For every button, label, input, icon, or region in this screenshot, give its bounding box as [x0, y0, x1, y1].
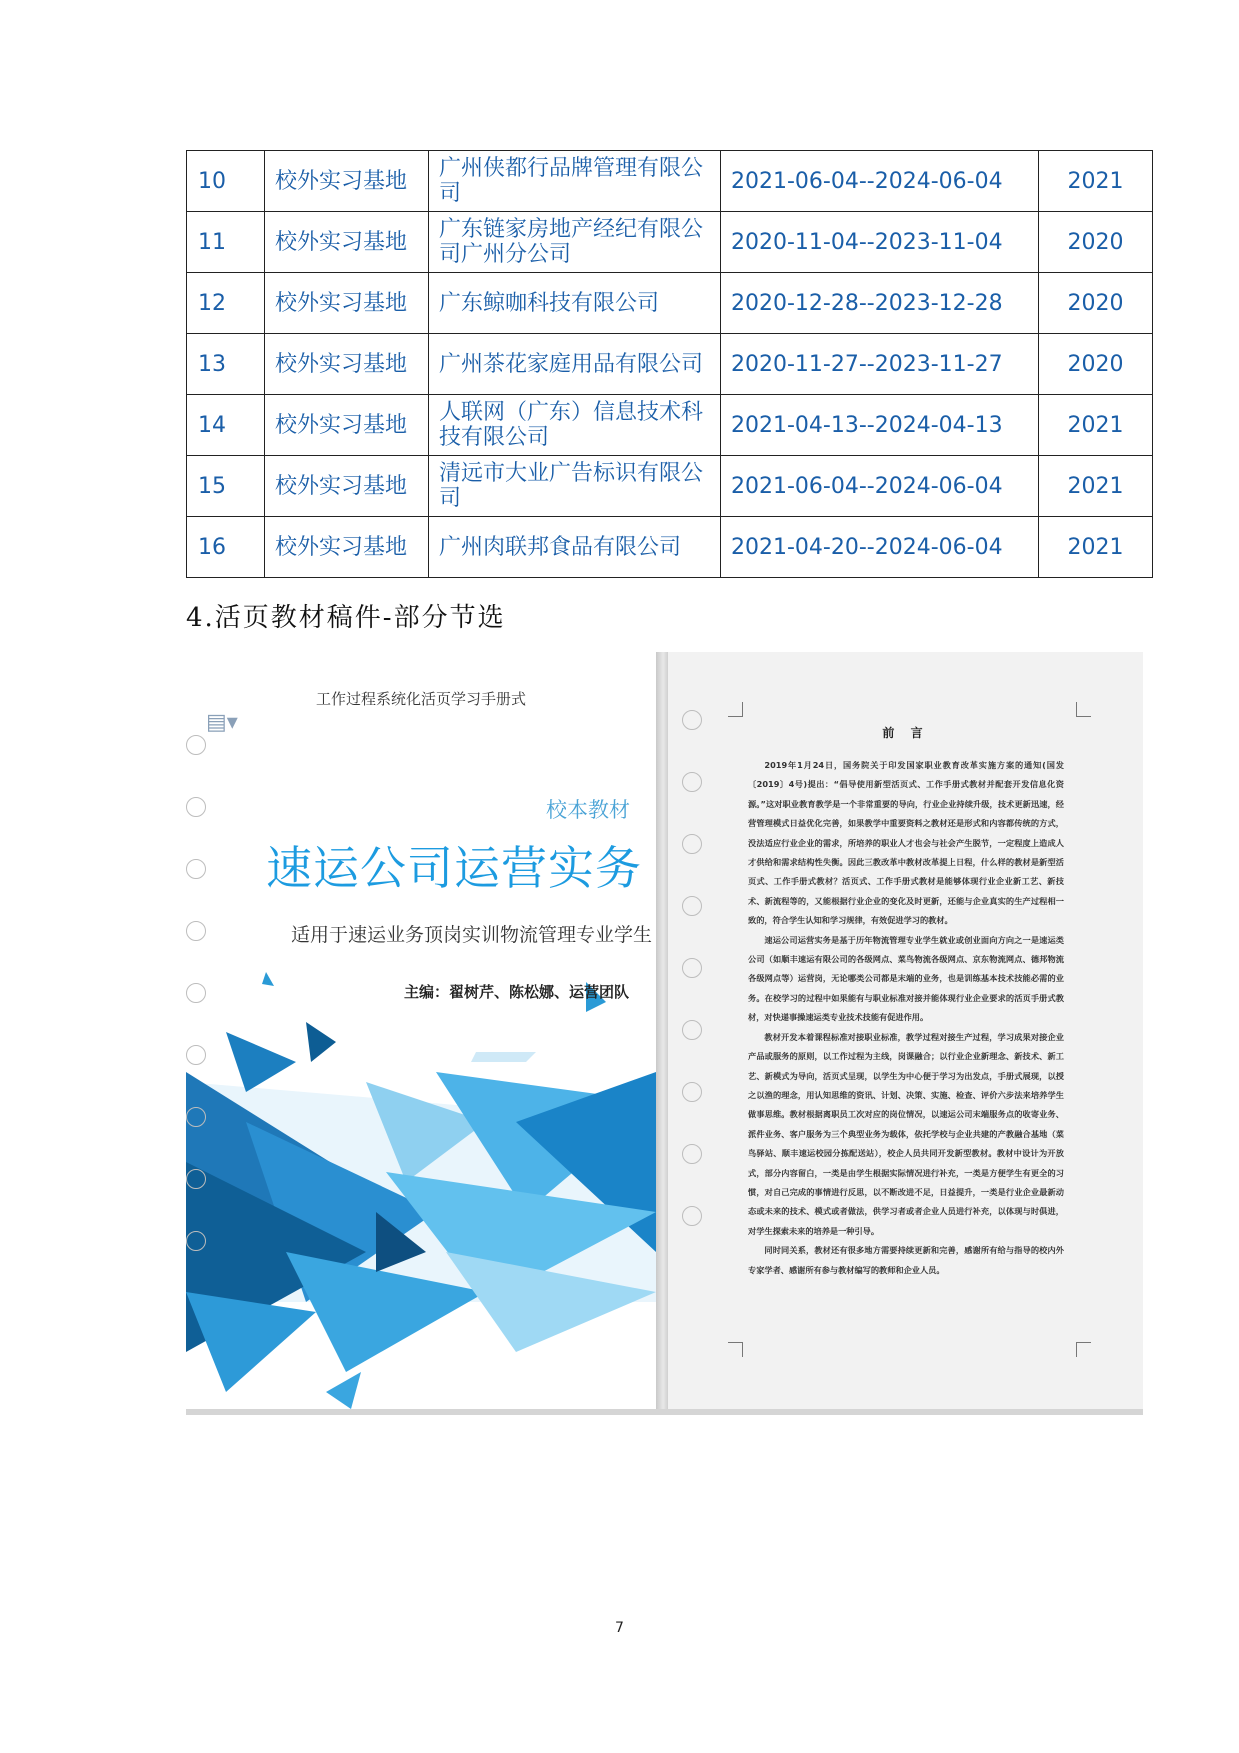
table-row	[187, 395, 1153, 456]
company-cell: 广州茶花家庭用品有限公司	[429, 334, 721, 395]
preface-title: 前 言	[882, 726, 929, 740]
year-cell: 2021	[1039, 517, 1153, 578]
preface-paragraph: 同时同关系，教材还有很多地方需要持续更新和完善，感谢所有给与指导的校内外专家学者、感谢所有参与教材编写的教师和企业人员。	[748, 1245, 1064, 1275]
period-cell: 2021-04-20--2024-06-04	[721, 517, 1039, 578]
binder-ring	[682, 896, 702, 916]
binder-ring	[682, 1206, 702, 1226]
binder-ring	[186, 797, 206, 817]
period-cell: 2020-12-28--2023-12-28	[721, 273, 1039, 334]
year-cell: 2020	[1039, 273, 1153, 334]
page-number: 7	[615, 1620, 624, 1636]
cover-title: 速运公司运营实务	[266, 841, 642, 895]
company-cell: 广州侠都行品牌管理有限公司	[429, 151, 721, 212]
crop-mark	[1076, 702, 1091, 717]
row-number-cell: 10	[187, 151, 265, 212]
row-number-cell: 15	[187, 456, 265, 517]
binder-ring	[682, 1144, 702, 1164]
preface-body	[748, 756, 1064, 1280]
company-cell: 清远市大业广告标识有限公司	[429, 456, 721, 517]
binder-ring	[186, 1107, 206, 1127]
binder-ring	[682, 834, 702, 854]
period-cell: 2021-06-04--2024-06-04	[721, 456, 1039, 517]
preface-paragraph: 教材开发本着课程标准对接职业标准，教学过程对接生产过程，学习成果对接企业产品或服务的原则，以工作过程为主线，岗课融合；以行业企业新理念、新技术、新工艺、新模式为导向，活页式呈现，以学生为中心便于学习为出发点，手册式展现，以授之以渔的理念，用认知思维的资讯、计划、决策、实施、检查、评价六步法来培养学生做事思维。教材根据离职员工次对应的岗位情况，以速运公司末端服务点的收寄业务、派件业务、客户服务为三个典型业务为载体，依托学校与企业共建的产教融合基地（菜鸟驿站、顺丰速运校园分拣配送站），校企人员共同开发新型教材。教材中设计为开放式，部分内容留白，一类是由学生根据实际情况进行补充，一类是方便学生有更全的习惯，对自己完成的事情进行反思，以不断改进不足，日益提升，一类是行业企业最新动态或未来的技术、模式或者做法，供学习者或者企业人员进行补充，以体现与时俱进，对学生探索未来的培养是一种引导。	[748, 1031, 1064, 1236]
base-type-cell: 校外实习基地	[265, 395, 429, 456]
company-cell: 广州肉联邦食品有限公司	[429, 517, 721, 578]
screenshot-bottom-edge	[186, 1409, 1143, 1415]
crop-mark	[728, 702, 743, 717]
base-type-cell: 校外实习基地	[265, 212, 429, 273]
base-type-cell: 校外实习基地	[265, 334, 429, 395]
row-number-cell: 12	[187, 273, 265, 334]
period-cell: 2021-06-04--2024-06-04	[721, 151, 1039, 212]
table-row	[187, 517, 1153, 578]
practice-base-table	[186, 150, 1153, 578]
table-row	[187, 212, 1153, 273]
binder-ring	[186, 735, 206, 755]
row-number-cell: 16	[187, 517, 265, 578]
binder-ring	[682, 772, 702, 792]
table-row	[187, 334, 1153, 395]
row-number-cell: 14	[187, 395, 265, 456]
binder-ring	[186, 983, 206, 1003]
table-body	[187, 151, 1153, 578]
binder-ring	[186, 1045, 206, 1065]
period-cell: 2020-11-27--2023-11-27	[721, 334, 1039, 395]
binder-ring	[682, 958, 702, 978]
book-cover	[186, 652, 656, 1409]
row-number-cell: 13	[187, 334, 265, 395]
textbook-screenshot	[186, 652, 1143, 1415]
company-cell: 广东链家房地产经纪有限公司广州分公司	[429, 212, 721, 273]
binder-ring	[186, 859, 206, 879]
section-heading: 4.活页教材稿件-部分节选	[186, 603, 506, 633]
binder-ring	[186, 921, 206, 941]
document-icon[interactable]: ▤▾	[206, 710, 238, 735]
year-cell: 2021	[1039, 151, 1153, 212]
year-cell: 2021	[1039, 456, 1153, 517]
crop-mark	[728, 1342, 743, 1357]
year-cell: 2020	[1039, 334, 1153, 395]
book-spine	[656, 652, 668, 1409]
company-cell: 人联网（广东）信息技术科技有限公司	[429, 395, 721, 456]
base-type-cell: 校外实习基地	[265, 517, 429, 578]
binder-ring	[682, 1082, 702, 1102]
preface-paragraph: 2019年1月24日，国务院关于印发国家职业教育改革实施方案的通知(国发〔2019〕4号)提出：“倡导使用新型活页式、工作手册式教材并配套开发信息化资源。”这对职业教育教学是一个非常重要的导向，行业企业持续升级，技术更新迅速，经营管理模式日益优化完善，如果教学中重要资料之教材还是形式和内容都传统的方式，没法适应行业企业的需求，所培养的职业人才也会与社会产生脱节，一定程度上造成人才供给和需求结构性失衡。因此三教改革中教材改革提上日程，什么样的教材是新型活页式、工作手册式教材？活页式、工作手册式教材是能够体现行业企业新工艺、新技术、新流程等的，又能根据行业企业的变化及时更新，还能与企业真实的生产过程相一致的，符合学生认知和学习规律，有效促进学习的教材。	[748, 760, 1064, 926]
base-type-cell: 校外实习基地	[265, 456, 429, 517]
base-type-cell: 校外实习基地	[265, 273, 429, 334]
table-row	[187, 151, 1153, 212]
cover-subtitle: 适用于速运业务顶岗实训物流管理专业学生	[291, 924, 653, 946]
year-cell: 2020	[1039, 212, 1153, 273]
cover-series-text: 工作过程系统化活页学习手册式	[316, 690, 527, 708]
binder-ring	[186, 1231, 206, 1251]
school-textbook-tag: 校本教材	[546, 798, 630, 822]
year-cell: 2021	[1039, 395, 1153, 456]
base-type-cell: 校外实习基地	[265, 151, 429, 212]
row-number-cell: 11	[187, 212, 265, 273]
period-cell: 2021-04-13--2024-04-13	[721, 395, 1039, 456]
period-cell: 2020-11-04--2023-11-04	[721, 212, 1039, 273]
crop-mark	[1076, 1342, 1091, 1357]
binder-ring	[186, 1169, 206, 1189]
table-row	[187, 456, 1153, 517]
cover-polygon-art	[186, 652, 656, 1409]
table-row	[187, 273, 1153, 334]
cover-editors: 主编：翟树芹、陈松娜、运营团队	[404, 983, 630, 1001]
binder-ring	[682, 1020, 702, 1040]
preface-paragraph: 速运公司运营实务是基于历年物流管理专业学生就业或创业面向方向之一是速运类公司（如顺丰速运有限公司的各级网点、菜鸟物流各级网点、京东物流网点、德邦物流各级网点等）运营岗，无论哪类公司都是末端的业务，也是训练基本技术技能必需的业务。在校学习的过程中如果能有与职业标准对接并能体现行业企业要求的活页手册式教材，对快递事操速运类专业技术技能有促进作用。	[748, 934, 1064, 1023]
company-cell: 广东鲸咖科技有限公司	[429, 273, 721, 334]
preface-page	[668, 652, 1143, 1409]
